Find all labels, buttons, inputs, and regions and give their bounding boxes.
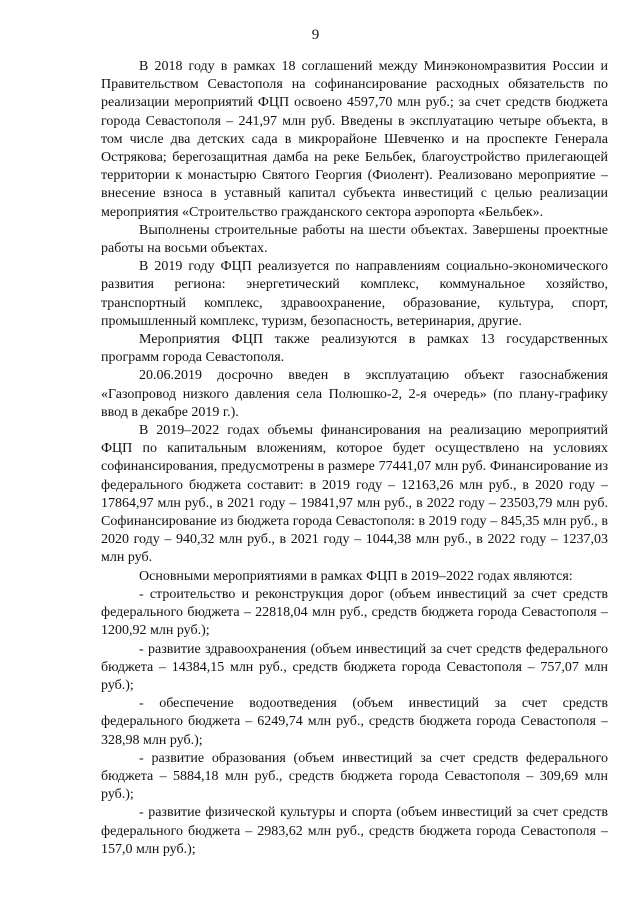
paragraph-2018-results: В 2018 году в рамках 18 соглашений между Минэкономразвития России и Правительством Севастополя на софинансирование расходных обязательств по реализации мероприятий ФЦП освоено 4597,70 млн руб.; за счет средств бюджета города Севастополя – 241,97 млн руб. Введены в эксплуатацию четыре объекта, в том числе два детских сада в микрорайоне Шевченко и на проспекте Генерала Острякова; берегозащитная дамба на реке Бельбек, благоустройство прилегающей территории к монастырю Святого Георгия (Фиолент). Реализовано мероприятие – внесение взноса в уставный капитал субъекта инвестиций с целью реализации мероприятия «Строительство гражданского сектора аэропорта «Бельбек». <box>101 59 608 220</box>
paragraph-state-programs: Мероприятия ФЦП также реализуются в рамках 13 государственных программ города Севастополя. <box>101 332 608 366</box>
paragraph-gas-pipeline: 20.06.2019 досрочно введен в эксплуатацию объект газоснабжения «Газопровод низкого давления села Полюшко-2, 2-я очередь» (по плану-графику ввод в декабре 2019 г.). <box>101 368 608 420</box>
paragraph-construction-works: Выполнены строительные работы на шести объектах. Завершены проектные работы на восьми объектах. <box>101 222 608 257</box>
page-number: 9 <box>311 27 320 43</box>
list-item-healthcare: - развитие здравоохранения (объем инвестиций за счет средств федерального бюджета – 14384,15 млн руб., средств бюджета города Севастополя – 757,07 млн руб.); <box>101 641 608 693</box>
paragraph-financing-2019-2022: В 2019–2022 годах объемы финансирования на реализацию мероприятий ФЦП по капитальным вложениям, которое будет осуществлено на условиях софинансирования, предусмотрены в размере 77441,07 млн руб. Финансирование из федерального бюджета составит: в 2019 году – 12163,26 млн руб., в 2020 году – 17864,97 млн руб., в 2021 году – 19841,97 млн руб., в 2022 году – 23503,79 млн руб. Софинансирование из бюджета города Севастополя: в 2019 году – 845,35 млн руб., в 2020 году – 940,32 млн руб., в 2021 году – 1044,38 млн руб., в 2022 году – 1237,03 млн руб. <box>101 423 608 566</box>
document-body <box>101 58 608 859</box>
list-item-sports: - развитие физической культуры и спорта (объем инвестиций за счет средств федерального бюджета – 2983,62 млн руб., средств бюджета города Севастополя – 157,0 млн руб.); <box>101 805 608 857</box>
list-item-roads: - строительство и реконструкция дорог (объем инвестиций за счет средств федерального бюджета – 22818,04 млн руб., средств бюджета города Севастополя – 1200,92 млн руб.); <box>101 586 608 639</box>
list-item-education: - развитие образования (объем инвестиций за счет средств федерального бюджета – 5884,18 млн руб., средств бюджета города Севастополя – 309,69 млн руб.); <box>101 750 608 803</box>
paragraph-main-activities-intro: Основными мероприятиями в рамках ФЦП в 2019–2022 годах являются: <box>139 568 573 584</box>
paragraph-2019-directions: В 2019 году ФЦП реализуется по направлениям социально-экономического развития региона: энергетический комплекс, коммунальное хозяйство, транспортный комплекс, здравоохранение, образование, культура, спорт, промышленный комплекс, туризм, безопасность, ветеринария, другие. <box>101 259 608 329</box>
list-item-sewerage: - обеспечение водоотведения (объем инвестиций за счет средств федерального бюджета – 6249,74 млн руб., средств бюджета города Севастополя – 328,98 млн руб.); <box>101 696 608 748</box>
